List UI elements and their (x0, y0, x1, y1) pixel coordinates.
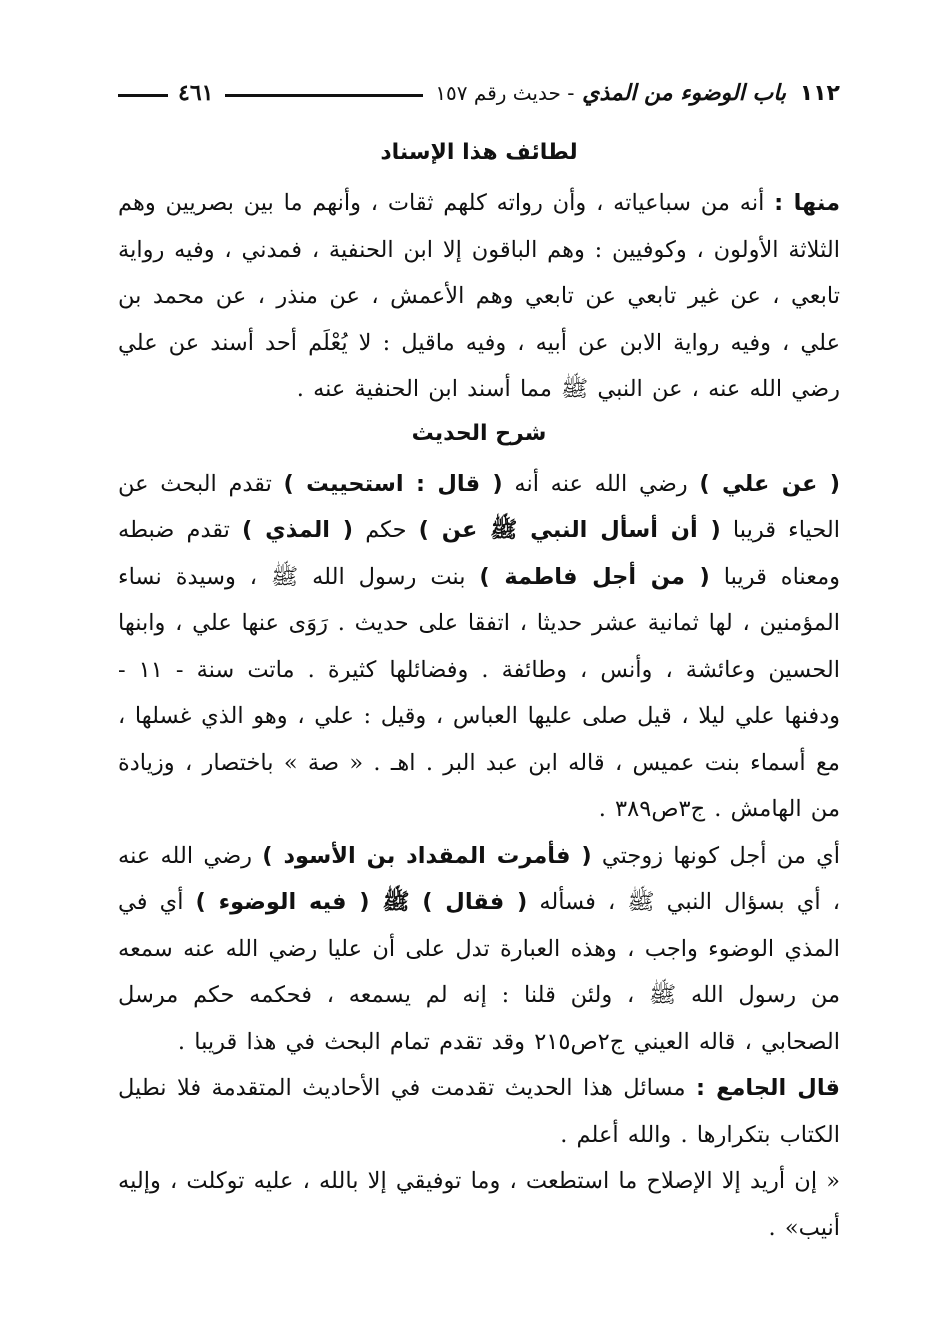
sharh-paragraph-2 (118, 833, 840, 1066)
hadith-number: - حديث رقم ١٥٧ (435, 81, 575, 105)
chapter-number: ١١٢ (799, 81, 840, 106)
sharh-paragraph-1 (118, 461, 840, 833)
isnad-text: أنه من سباعياته ، وأن رواته كلهم ثقات ، وأنهم ما بين بصريين وهم الثلاثة الأولون ، وكوفيين : وهم الباقون إلا ابن الحنفية ، فمدني ، وفيه رواية تابعي ، عن غير تابعي عن تابعي وهم الأعمش ، عن منذر ، عن محمد بن علي ، وفيه رواية الابن عن أبيه ، وفيه ماقيل : لا يُعْلَم أحد أسند عن علي رضي الله عنه ، عن النبي ﷺ مما أسند ابن الحنفية عنه . (118, 190, 840, 402)
page-number-block (118, 80, 213, 106)
quote-fihi-alwudu: ( فقال ) ﷺ ( فيه الوضوء ) (195, 889, 528, 915)
sharh1-text-1: رضي الله عنه أنه (502, 470, 700, 497)
sharh1-text-2: تقدم البحث عن الحياء قريبا (118, 470, 840, 543)
quote-an-asal: ( أن أسأل النبي ﷺ عن ) (418, 517, 721, 543)
isnad-paragraph (118, 180, 840, 413)
chapter-header (435, 81, 840, 106)
quote-al-madhi: ( المذي ) (242, 517, 354, 543)
chapter-title: باب الوضوء من المذي (582, 81, 787, 106)
sharh1-text-3: حكم (353, 517, 419, 543)
book-page (118, 62, 840, 1251)
header-rule (225, 94, 423, 97)
closing-quote: « إن أريد إلا الإصلاح ما استطعت ، وما توفيقي إلا بالله ، عليه توكلت ، وإليه أنيب» . (118, 1168, 840, 1241)
sharh2-text-1: أي من أجل كونها زوجتي (591, 842, 840, 869)
jami-text: مسائل هذا الحديث تقدمت في الأحاديث المتقدمة فلا نطيل الكتاب بتكرارها . والله أعلم . (118, 1075, 840, 1148)
quote-fatima: ( من أجل فاطمة ) (479, 563, 710, 590)
sharh2-text-2: رضي الله عنه ، أي بسؤال النبي ﷺ ، فسأله (118, 842, 840, 915)
quote-an-ali: ( عن علي ) (699, 470, 840, 497)
page-number-rule (118, 94, 168, 97)
isnad-lead: منها : (774, 190, 841, 216)
sharh1-text-5: بنت رسول الله ﷺ ، وسيدة نساء المؤمنين ، لها ثمانية عشر حديثا ، اتفقا على حديث . رَوَى عنها علي ، وابنها الحسين وعائشة ، وأنس ، وطائفة . وفضائلها كثيرة . ماتت سنة - ١١ - ودفنها علي ليلا ، قيل صلى عليها العباس ، وقيل : علي ، وهو الذي غسلها ، مع أسماء بنت عميس ، قاله ابن عبد البر . اهـ . « صة » باختصار ، وزيادة من الهامش . ج٣ص٣٨٩ . (118, 563, 840, 822)
jami-lead: قال الجامع : (695, 1075, 840, 1101)
running-header (118, 62, 840, 106)
sharh1-text-4: تقدم ضبطه ومعناه قريبا (118, 517, 840, 590)
section-title-sharh: شرح الحديث (411, 420, 547, 446)
page-number: ٤٦١ (178, 80, 214, 106)
quote-miqdad: ( فأمرت المقداد بن الأسود ) (262, 842, 592, 869)
jami-paragraph (118, 1065, 840, 1158)
section-title-isnad: لطائف هذا الإسناد (380, 140, 578, 165)
quote-qala: ( قال : استحييت ) (283, 470, 503, 497)
sharh2-text-3: أي في المذي الوضوء واجب ، وهذه العبارة تدل على أن عليا رضي الله عنه سمعه من رسول الله ﷺ ، ولئن قلنا : إنه لم يسمعه ، فحكمه حكم مرسل الصحابي ، قاله العيني ج٢ص٢١٥ وقد تقدم تمام البحث في هذا قريبا . (118, 889, 840, 1055)
